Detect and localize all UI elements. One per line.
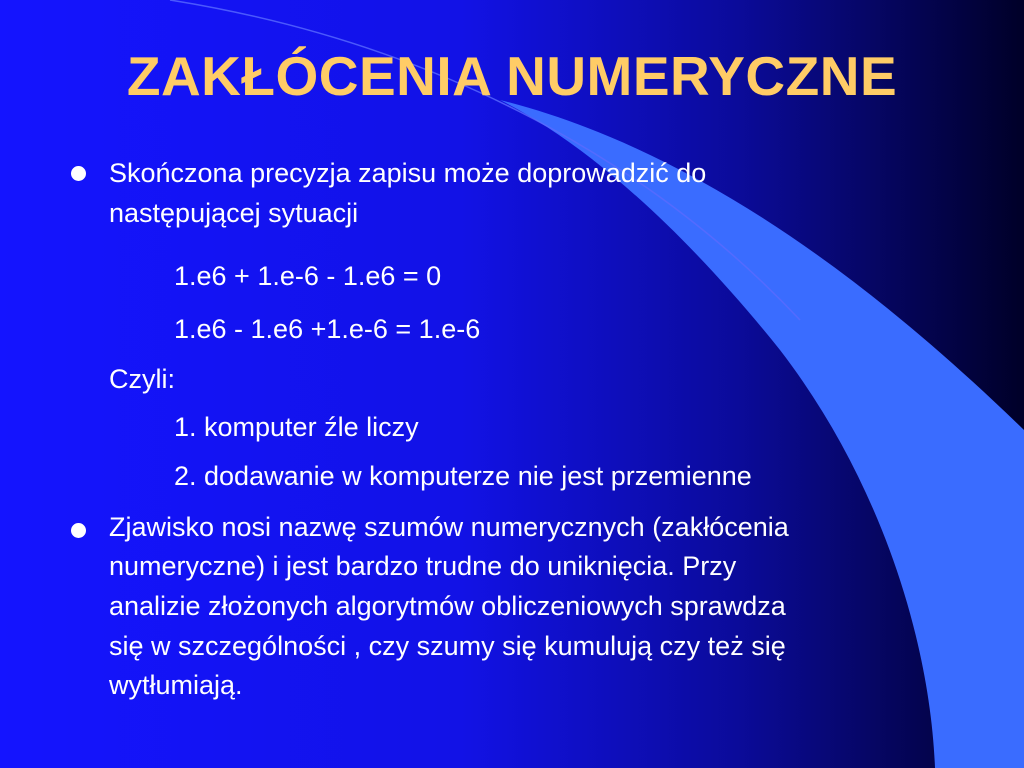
equation-2: 1.e6 - 1.e6 +1.e-6 = 1.e-6 <box>174 314 481 344</box>
bullet1-line-2: następującej sytuacji <box>109 198 359 228</box>
bullet-dot-1 <box>71 166 86 181</box>
bullet2-line-1: Zjawisko nosi nazwę szumów numerycznych (zakłócenia <box>109 512 789 542</box>
bullet2-line-4: się w szczególności , czy szumy się kumulują czy też się <box>109 631 786 661</box>
czyli-label: Czyli: <box>109 364 175 394</box>
bullet2-line-3: analizie złożonych algorytmów obliczeniowych sprawdza <box>109 591 786 621</box>
list-item-2: 2. dodawanie w komputerze nie jest przemienne <box>174 461 752 491</box>
bullet-dot-2 <box>71 523 86 538</box>
swoosh-shape <box>500 100 1024 768</box>
bullet1-line-1: Skończona precyzja zapisu może doprowadzić do <box>109 158 707 188</box>
bullet2-line-5: wytłumiają. <box>109 670 243 700</box>
bullet2-line-2: numeryczne) i jest bardzo trudne do uniknięcia. Przy <box>109 551 737 581</box>
slide-title: ZAKŁÓCENIA NUMERYCZNE <box>126 45 898 107</box>
equation-1: 1.e6 + 1.e-6 - 1.e6 = 0 <box>174 261 442 291</box>
list-item-1: 1. komputer źle liczy <box>174 412 419 442</box>
